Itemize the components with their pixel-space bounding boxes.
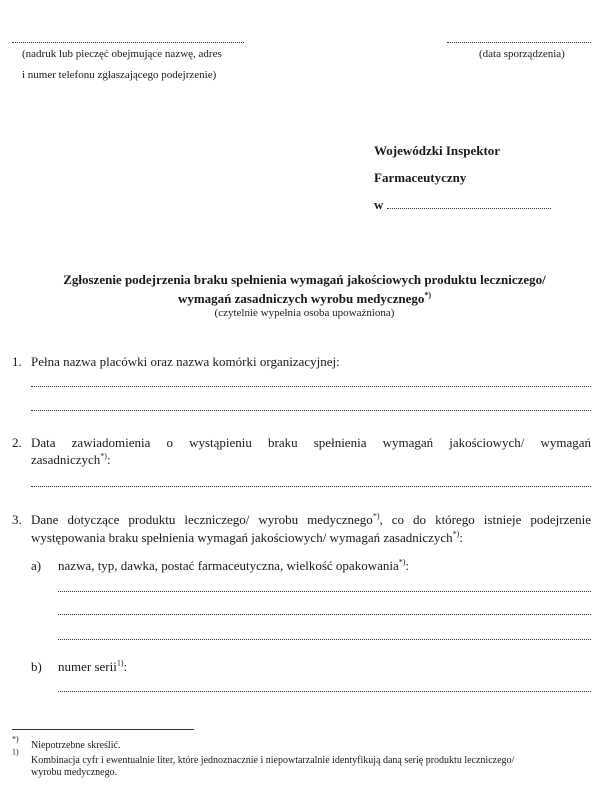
stamp-dotted-line <box>12 42 244 43</box>
item1-text: Pełna nazwa placówki oraz nazwa komórki organizacyjnej: <box>31 354 340 369</box>
stamp-caption-line2: i numer telefonu zgłaszającego podejrzenie) <box>22 69 217 81</box>
title-line1: Zgłoszenie podejrzenia braku spełnienia wymagań jakościowych produktu leczniczego/ <box>63 272 546 287</box>
footnote1-mark: *) <box>12 734 19 744</box>
item1-number: 1. <box>12 354 22 369</box>
item2-dotted-line <box>31 486 591 487</box>
footnote2-text <box>31 755 606 779</box>
item3a-dotted-line1 <box>58 591 591 592</box>
item3a-dotted-line3 <box>58 639 591 640</box>
addressee-line3 <box>374 197 554 213</box>
date-caption: (data sporządzenia) <box>479 48 565 60</box>
item3b-label: b) <box>31 659 42 674</box>
item1-dotted-line1 <box>31 386 591 387</box>
footnote-separator <box>12 729 194 730</box>
item3b-dotted-line <box>58 691 591 692</box>
addressee-line2: Farmaceutyczny <box>374 170 467 185</box>
title-subtitle: (czytelnie wypełnia osoba upoważniona) <box>214 307 395 319</box>
item3a-label: a) <box>31 558 42 573</box>
item3a-text: nazwa, typ, dawka, postać farmaceutyczna, wielkość opakowania*): <box>58 557 410 573</box>
footnote1-text: Niepotrzebne skreślić. <box>31 740 121 751</box>
footnote2-mark: 1) <box>12 747 19 757</box>
stamp-caption-line1: (nadruk lub pieczęć obejmujące nazwę, adres <box>22 48 222 60</box>
date-dotted-line <box>447 42 591 43</box>
item3-line1: Dane dotyczące produktu leczniczego/ wyrobu medycznego*), co do którego istnieje podejrzenie <box>31 511 591 527</box>
item3b-text: numer serii$^{1)}$: <box>58 658 128 674</box>
item2-line2: zasadniczych*): <box>31 451 111 467</box>
addressee-dotted-line <box>387 208 551 209</box>
stamp-caption <box>22 48 282 82</box>
item3-number: 3. <box>12 512 22 527</box>
document-title <box>0 272 609 307</box>
footnote2-line1: Kombinacja cyfr i ewentualnie liter, które jednoznacznie i niepowtarzalnie identyfikują daną serię produktu leczniczego/ <box>31 755 515 766</box>
item1-dotted-line2 <box>31 410 591 411</box>
title-line2: wymagań zasadniczych wyrobu medycznego*) <box>177 290 432 306</box>
item2-number: 2. <box>12 435 22 450</box>
footnote2-line2: wyrobu medycznego. <box>31 767 118 778</box>
addressee-line1: Wojewódzki Inspektor <box>374 143 501 158</box>
item2-line1: Data zawiadomienia o wystąpieniu braku spełnienia wymagań jakościowych/ wymagań <box>31 435 591 450</box>
item3a-dotted-line2 <box>58 614 591 615</box>
addressee-prefix: w <box>374 197 384 212</box>
item3-line2: występowania braku spełnienia wymagań jakościowych/ wymagań zasadniczych*): <box>31 529 463 545</box>
